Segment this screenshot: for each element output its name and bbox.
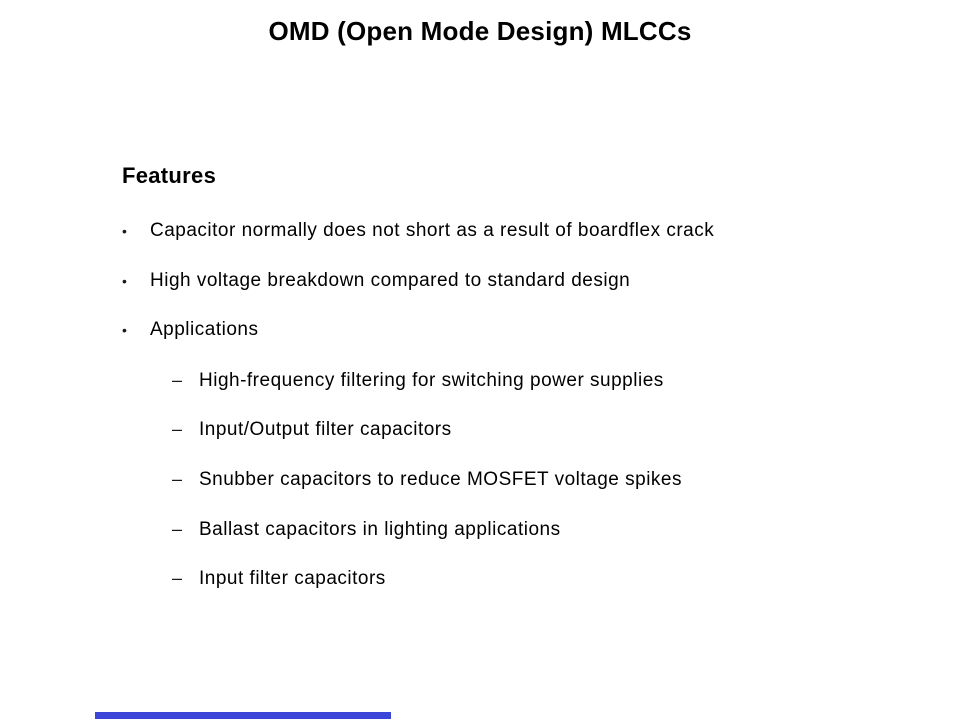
bullet-item bbox=[122, 317, 258, 343]
sub-bullet-text: Input filter capacitors bbox=[199, 568, 386, 589]
sub-bullet-item bbox=[172, 466, 682, 493]
sub-bullet-item bbox=[172, 516, 561, 543]
bullet-dot-icon: • bbox=[122, 322, 128, 338]
bullet-text: Applications bbox=[150, 319, 259, 340]
bullet-item bbox=[122, 268, 630, 294]
bullet-dot-icon: • bbox=[122, 223, 128, 239]
features-heading: Features bbox=[122, 163, 217, 188]
bullet-text: Capacitor normally does not short as a result of boardflex crack bbox=[150, 220, 715, 241]
sub-bullet-text: Ballast capacitors in lighting applications bbox=[199, 519, 561, 540]
dash-icon: – bbox=[172, 370, 183, 390]
bullet-dot-icon: • bbox=[122, 273, 128, 289]
sub-bullet-item bbox=[172, 565, 386, 592]
accent-bar bbox=[95, 712, 391, 719]
bullet-text: High voltage breakdown compared to standard design bbox=[150, 270, 631, 291]
sub-bullet-text: High-frequency filtering for switching power supplies bbox=[199, 370, 664, 391]
dash-icon: – bbox=[172, 568, 183, 588]
slide-title: OMD (Open Mode Design) MLCCs bbox=[268, 16, 692, 46]
dash-icon: – bbox=[172, 519, 183, 539]
sub-bullet-item bbox=[172, 367, 664, 394]
dash-icon: – bbox=[172, 419, 183, 439]
dash-icon: – bbox=[172, 469, 183, 489]
sub-bullet-text: Snubber capacitors to reduce MOSFET voltage spikes bbox=[199, 469, 682, 490]
bullet-item bbox=[122, 218, 714, 244]
sub-bullet-text: Input/Output filter capacitors bbox=[199, 419, 452, 440]
sub-bullet-item bbox=[172, 416, 452, 443]
